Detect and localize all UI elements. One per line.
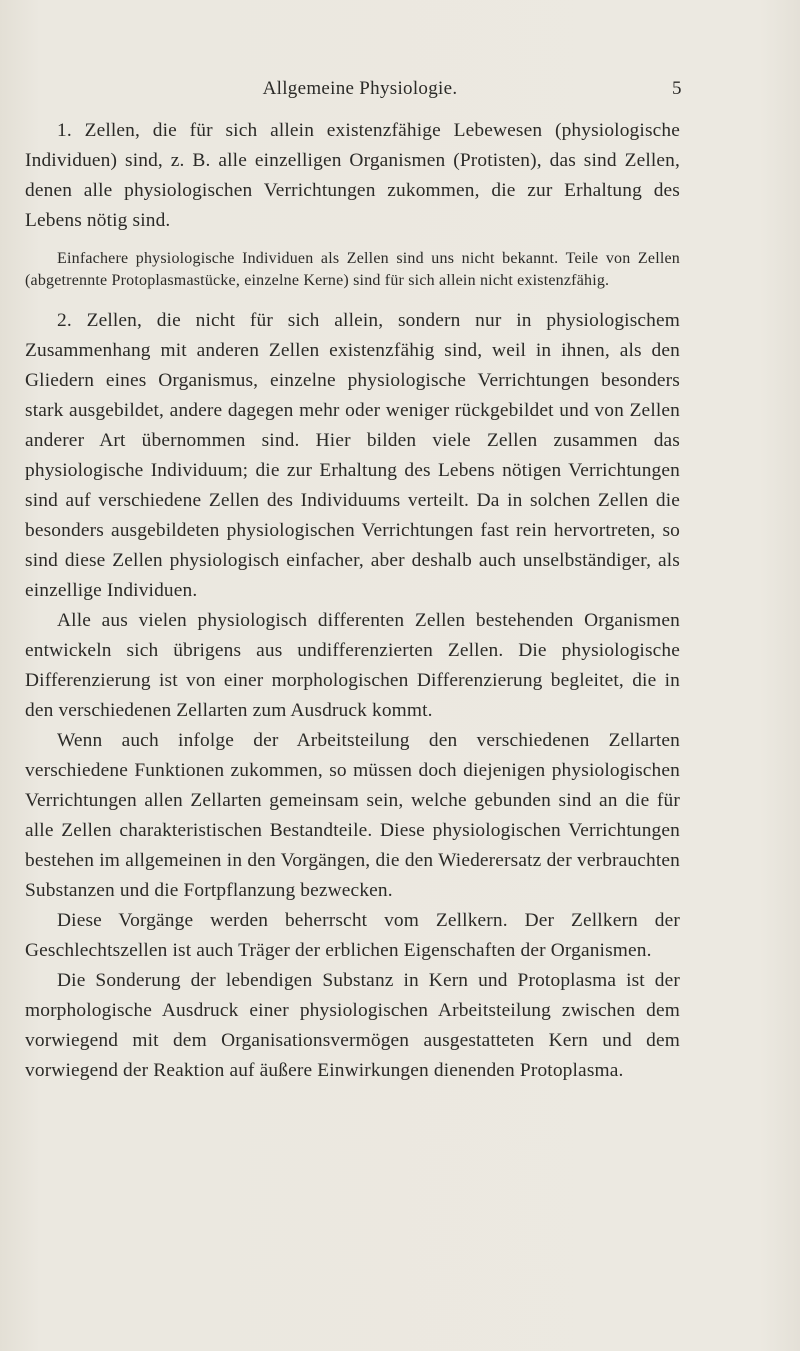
small-print-note: Einfachere physiologische Individuen als Zellen sind uns nicht bekannt. Teile von Zellen (abgetrennte Protoplasmastücke, einzelne Kerne) sind für sich allein nicht existenzfähig.: [25, 250, 680, 289]
paragraph-4: Wenn auch infolge der Arbeitsteilung den verschiedenen Zellarten verschiedene Funktionen zukommen, so müssen doch diejenigen physiologischen Verrichtungen allen Zellarten gemeinsam sein, welche gebunden sind an die für alle Zellen charakteristischen Bestandteile. Diese physiologischen Verrichtungen bestehen im allgemeinen in den Vorgängen, die den Wiederersatz der verbrauchten Substanzen und die Fortpflanzung bezwecken.: [25, 730, 680, 901]
paragraph-2: 2. Zellen, die nicht für sich allein, sondern nur in physiologischem Zusammenhang mit anderen Zellen existenzfähig sind, weil in ihnen, als den Gliedern eines Organismus, einzelne physiologische Verrichtungen besonders stark ausgebildet, andere dagegen mehr oder weniger rückgebildet und von Zellen anderer Art übernommen sind. Hier bilden viele Zellen zusammen das physiologische Individuum; die zur Erhaltung des Lebens nötigen Verrichtungen sind auf verschiedene Zellen des Individuums verteilt. Da in solchen Zellen die besonders ausgebildeten physiologischen Verrichtungen fast rein hervortreten, so sind diese Zellen physiologisch einfacher, aber deshalb auch unselbständiger, als einzellige Individuen.: [25, 310, 680, 601]
paragraph-5: Diese Vorgänge werden beherrscht vom Zellkern. Der Zellkern der Geschlechtszellen ist auch Träger der erblichen Eigenschaften der Organismen.: [25, 910, 680, 961]
body-text: [25, 116, 680, 1086]
paragraph-1: 1. Zellen, die für sich allein existenzfähige Lebewesen (physiologische Individuen) sind, z. B. alle einzelligen Organismen (Protisten), das sind Zellen, denen alle physiologischen Verrichtungen zukommen, die zur Erhaltung des Lebens nötig sind.: [25, 120, 680, 231]
page-header: [0, 78, 800, 106]
paragraph-3: Alle aus vielen physiologisch differenten Zellen bestehenden Organismen entwickeln sich übrigens aus undifferenzierten Zellen. Die physiologische Differenzierung ist von einer morphologischen Differenzierung begleitet, die in den verschiedenen Zellarten zum Ausdruck kommt.: [25, 610, 680, 721]
running-title: Allgemeine Physiologie.: [262, 78, 458, 99]
page-number: 5: [672, 78, 682, 99]
paragraph-6: Die Sonderung der lebendigen Substanz in Kern und Protoplasma ist der morphologische Ausdruck einer physiologischen Arbeitsteilung zwischen dem vorwiegend mit dem Organisationsvermögen ausgestatteten Kern und dem vorwiegend der Reaktion auf äußere Einwirkungen dienenden Protoplasma.: [25, 970, 680, 1081]
